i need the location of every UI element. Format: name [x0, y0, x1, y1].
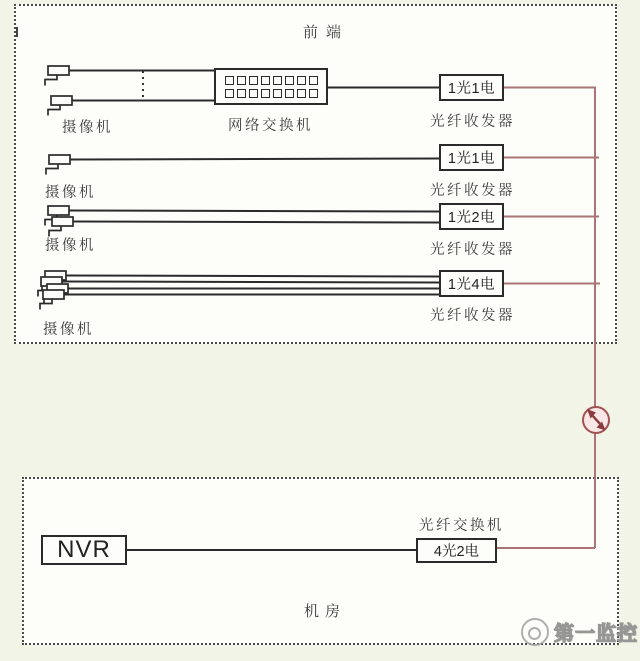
- room-zone-title: 机房: [304, 603, 347, 620]
- camera-group-label: 摄像机: [43, 322, 94, 338]
- fiber-switch-title: 光纤交换机: [419, 518, 504, 534]
- switch-port: [237, 76, 246, 85]
- fiber-transceiver-2: 1光1电: [439, 144, 504, 171]
- switch-port: [261, 89, 270, 98]
- camera-icon: [45, 66, 69, 86]
- switch-port-row: [225, 89, 318, 98]
- switch-port-row: [225, 76, 318, 85]
- fiber-transceiver-4: 1光4电: [439, 270, 504, 297]
- switch-port: [273, 76, 282, 85]
- switch-port: [285, 76, 294, 85]
- switch-port: [273, 89, 282, 98]
- camera-icon: [40, 290, 64, 310]
- switch-port: [249, 89, 258, 98]
- fiber-link-icon: [583, 407, 609, 433]
- watermark-text: 第一监控: [554, 623, 638, 645]
- camera-group-label: 摄像机: [45, 238, 96, 254]
- network-switch: [214, 68, 328, 105]
- network-switch-label: 网络交换机: [228, 118, 313, 134]
- switch-port: [261, 76, 270, 85]
- camera-icon: [48, 96, 72, 116]
- fiber-switch-box: 4光2电: [416, 538, 497, 563]
- switch-port: [225, 89, 234, 98]
- switch-port: [297, 76, 306, 85]
- watermark-logo-icon: [521, 618, 549, 646]
- camera-group-label: 摄像机: [45, 185, 96, 201]
- switch-port: [249, 76, 258, 85]
- switch-port: [309, 76, 318, 85]
- watermark: [521, 617, 638, 646]
- camera-icon: [46, 155, 70, 175]
- fiber-transceiver-label: 光纤收发器: [430, 308, 515, 324]
- front-zone-title: 前端: [303, 24, 350, 41]
- switch-port: [225, 76, 234, 85]
- switch-port: [297, 89, 306, 98]
- fiber-transceiver-1: 1光1电: [439, 74, 504, 101]
- fiber-transceiver-label: 光纤收发器: [430, 114, 515, 130]
- fiber-transceiver-label: 光纤收发器: [430, 242, 515, 258]
- switch-port: [309, 89, 318, 98]
- fiber-transceiver-label: 光纤收发器: [430, 183, 515, 199]
- camera-group-label: 摄像机: [62, 120, 113, 136]
- fiber-transceiver-3: 1光2电: [439, 203, 504, 230]
- switch-port: [237, 89, 246, 98]
- border-tick-mark: [16, 27, 18, 37]
- copper-cables: [62, 71, 440, 551]
- nvr-box: NVR: [41, 535, 127, 565]
- switch-port: [285, 89, 294, 98]
